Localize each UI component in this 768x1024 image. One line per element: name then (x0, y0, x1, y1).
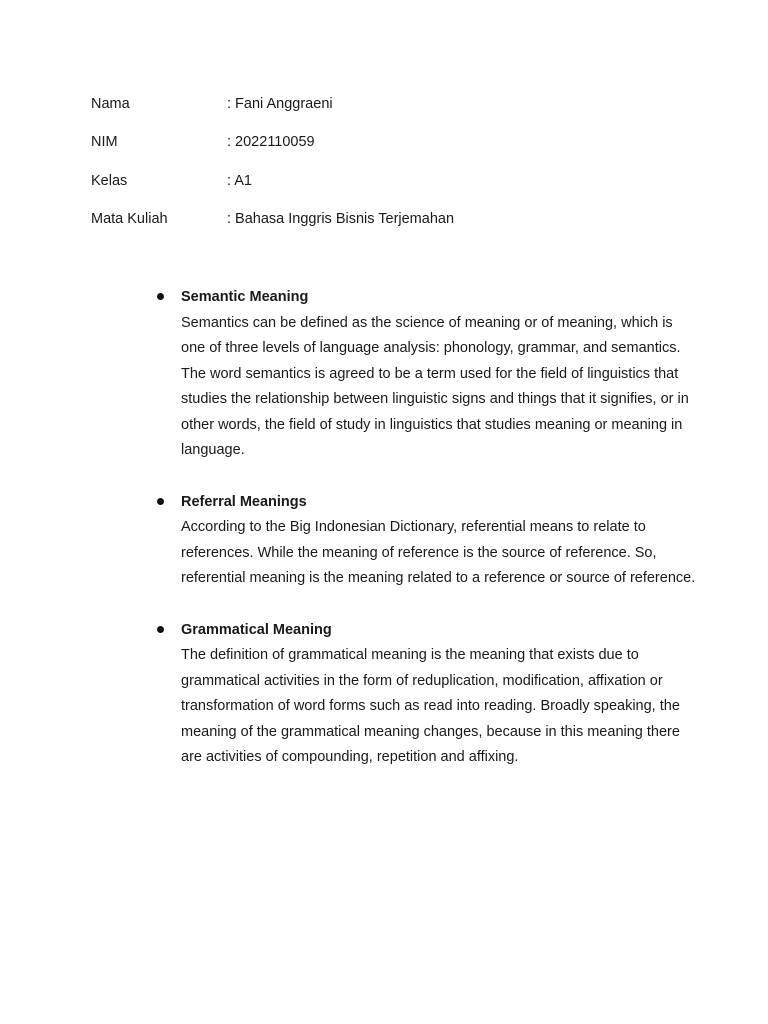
nim-label: NIM (91, 134, 118, 151)
bullet-icon (157, 498, 164, 505)
bullet-list (157, 285, 697, 797)
section-body: The definition of grammatical meaning is the meaning that exists due to grammatical activities in the form of reduplication, modification, affixation or transformation of word forms such as read into reading. Broadly speaking, the meaning of the grammatical meaning changes, because in this meaning there are activities of compounding, repetition and affixing. (181, 647, 680, 765)
course-value: : Bahasa Inggris Bisnis Terjemahan (227, 210, 455, 227)
section-body: Semantics can be defined as the science of meaning or of meaning, which is one of three levels of language analysis: phonology, grammar, and semantics. The word semantics is agreed to be a term used for the field of linguistics that studies the relationship between linguistic signs and things that it signifies, or in other words, the field of study in linguistics that studies meaning or meaning in language. (181, 314, 689, 458)
course-label: Mata Kuliah (91, 210, 168, 227)
name-value: : Fani Anggraeni (227, 96, 333, 112)
class-value: : A1 (227, 172, 252, 189)
bullet-icon (157, 626, 164, 633)
info-row-course (91, 208, 691, 246)
student-info (91, 93, 691, 246)
info-row-name (91, 93, 691, 131)
nim-value: : 2022110059 (227, 134, 315, 151)
bullet-icon (157, 293, 164, 300)
section-title: Grammatical Meaning (181, 621, 332, 638)
section-semantic-meaning (157, 285, 697, 464)
info-row-class (91, 170, 691, 208)
info-row-nim (91, 131, 691, 169)
section-title: Referral Meanings (181, 493, 307, 510)
section-grammatical-meaning (157, 618, 697, 771)
class-label: Kelas (91, 172, 128, 189)
section-referral-meanings (157, 490, 697, 592)
section-title: Semantic Meaning (181, 289, 309, 305)
section-body: According to the Big Indonesian Dictionary, referential means to relate to references. While the meaning of reference is the source of reference. So, referential meaning is the meaning related to a reference or source of reference. (181, 519, 696, 586)
name-label: Nama (91, 96, 130, 112)
